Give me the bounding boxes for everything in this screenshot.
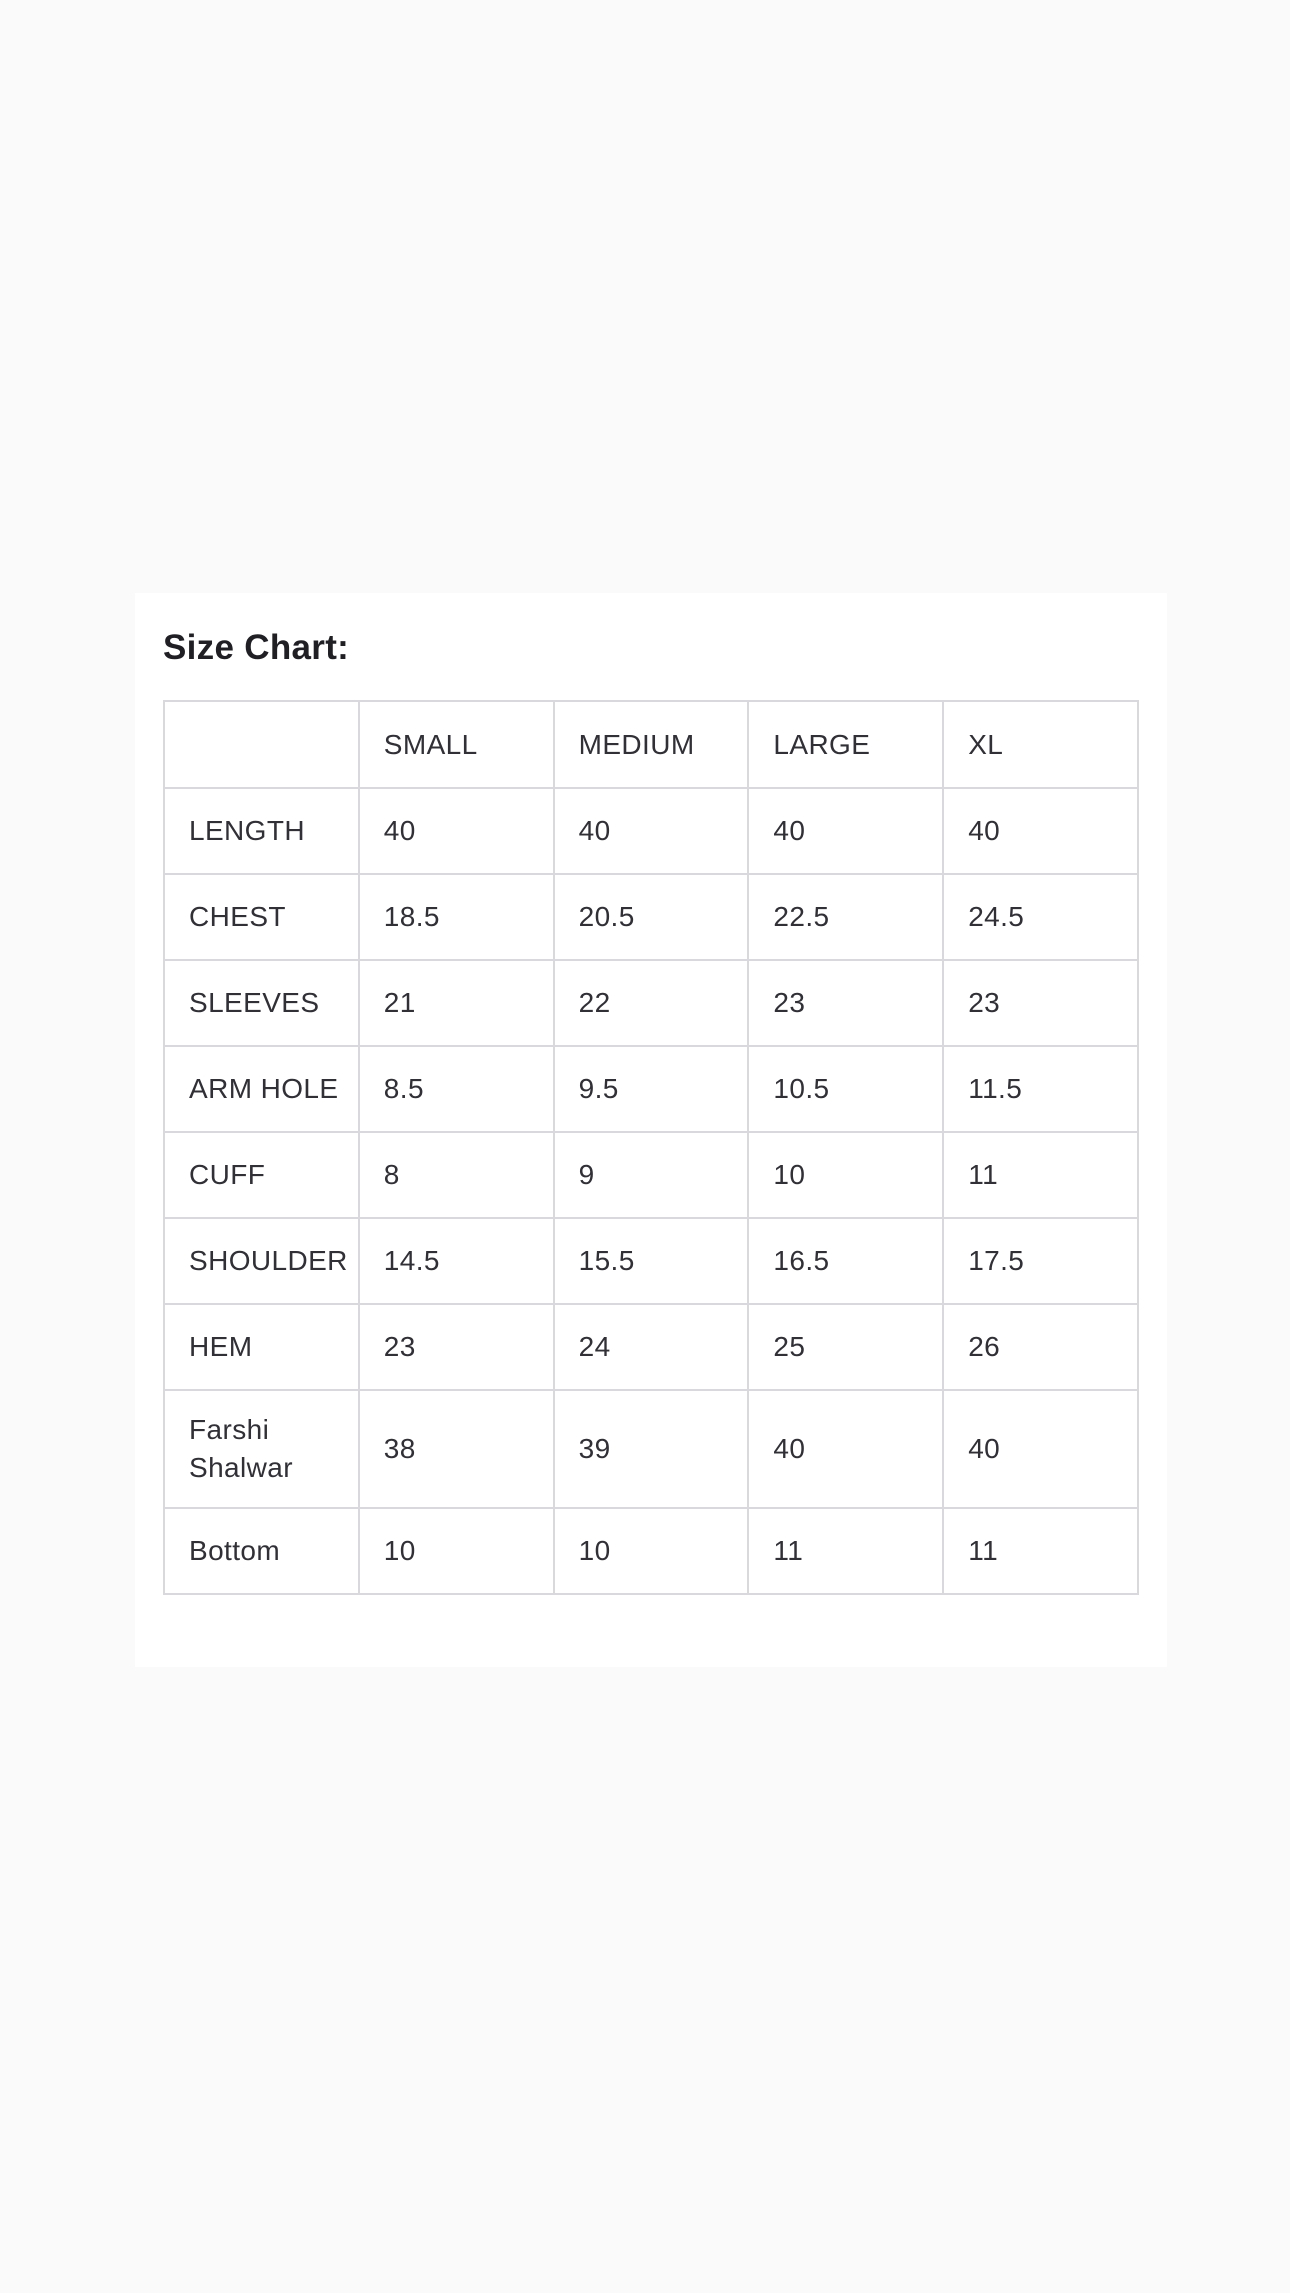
table-row (164, 788, 1138, 874)
cell-value: 11.5 (943, 1046, 1138, 1132)
row-label: SLEEVES (164, 960, 359, 1046)
cell-value: 23 (748, 960, 943, 1046)
cell-value: 16.5 (748, 1218, 943, 1304)
cell-value: 39 (554, 1390, 749, 1508)
row-label: Farshi Shalwar (164, 1390, 359, 1508)
row-label: CHEST (164, 874, 359, 960)
size-chart-title: Size Chart: (163, 628, 350, 667)
row-label: CUFF (164, 1132, 359, 1218)
cell-value: 40 (943, 1390, 1138, 1508)
cell-value: 24 (554, 1304, 749, 1390)
column-header-large: LARGE (748, 701, 943, 788)
table-row (164, 1304, 1138, 1390)
table-row (164, 1132, 1138, 1218)
row-label: ARM HOLE (164, 1046, 359, 1132)
table-row (164, 960, 1138, 1046)
row-label: SHOULDER (164, 1218, 359, 1304)
cell-value: 23 (943, 960, 1138, 1046)
cell-value: 22.5 (748, 874, 943, 960)
cell-value: 14.5 (359, 1218, 554, 1304)
table-row (164, 1046, 1138, 1132)
row-label: LENGTH (164, 788, 359, 874)
column-header-medium: MEDIUM (554, 701, 749, 788)
cell-value: 8 (359, 1132, 554, 1218)
table-row (164, 1218, 1138, 1304)
table-row (164, 874, 1138, 960)
cell-value: 22 (554, 960, 749, 1046)
size-chart-table (163, 700, 1139, 1595)
column-header-small: SMALL (359, 701, 554, 788)
cell-value: 10 (554, 1508, 749, 1594)
cell-value: 10 (359, 1508, 554, 1594)
cell-value: 26 (943, 1304, 1138, 1390)
cell-value: 40 (748, 788, 943, 874)
cell-value: 10.5 (748, 1046, 943, 1132)
cell-value: 20.5 (554, 874, 749, 960)
cell-value: 40 (554, 788, 749, 874)
cell-value: 9 (554, 1132, 749, 1218)
cell-value: 21 (359, 960, 554, 1046)
column-header-xl: XL (943, 701, 1138, 788)
cell-value: 15.5 (554, 1218, 749, 1304)
cell-value: 24.5 (943, 874, 1138, 960)
size-chart-card (135, 593, 1167, 1667)
cell-value: 10 (748, 1132, 943, 1218)
cell-value: 11 (748, 1508, 943, 1594)
cell-value: 18.5 (359, 874, 554, 960)
cell-value: 25 (748, 1304, 943, 1390)
cell-value: 11 (943, 1132, 1138, 1218)
row-label: HEM (164, 1304, 359, 1390)
table-row (164, 1508, 1138, 1594)
cell-value: 40 (748, 1390, 943, 1508)
cell-value: 8.5 (359, 1046, 554, 1132)
cell-value: 40 (943, 788, 1138, 874)
cell-value: 17.5 (943, 1218, 1138, 1304)
cell-value: 38 (359, 1390, 554, 1508)
row-label: Bottom (164, 1508, 359, 1594)
cell-value: 40 (359, 788, 554, 874)
cell-value: 23 (359, 1304, 554, 1390)
cell-value: 11 (943, 1508, 1138, 1594)
table-row (164, 1390, 1138, 1508)
header-row (164, 701, 1138, 788)
cell-value: 9.5 (554, 1046, 749, 1132)
corner-cell (164, 701, 359, 788)
